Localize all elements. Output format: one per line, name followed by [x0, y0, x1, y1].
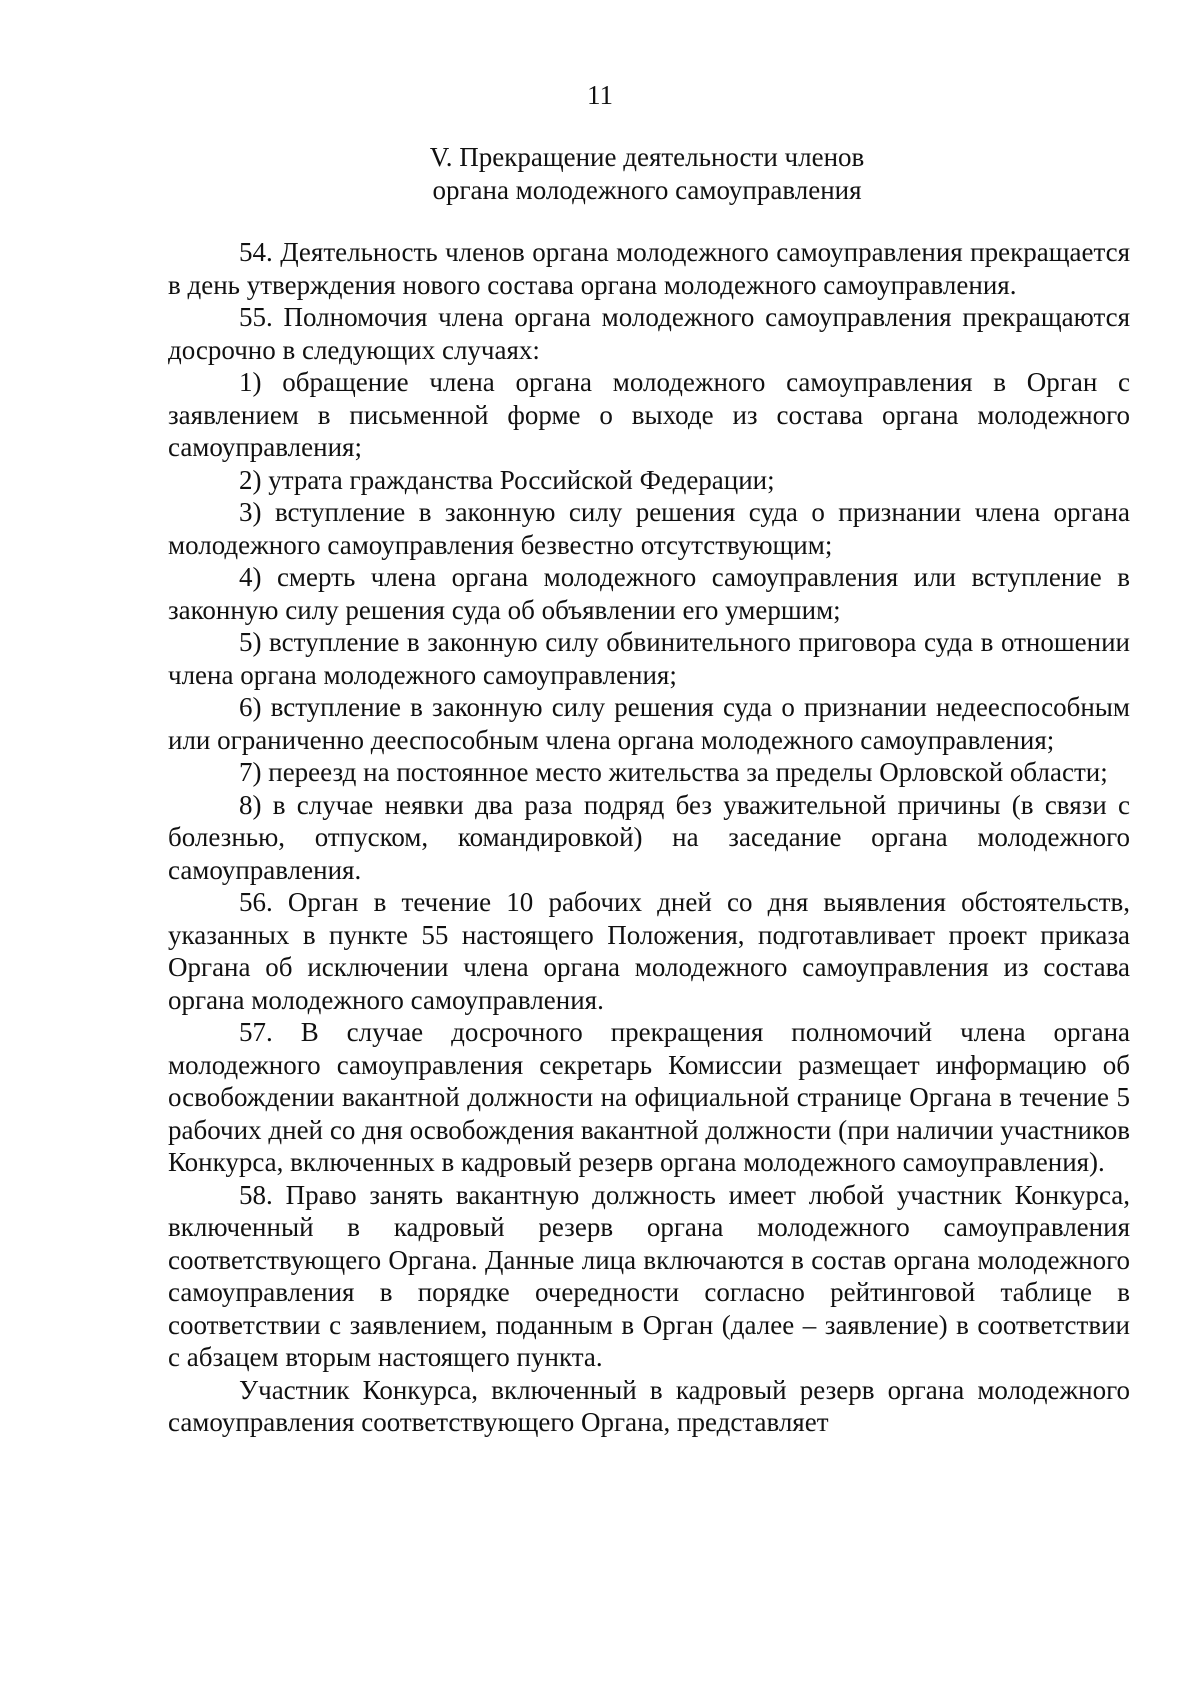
document-body: [168, 236, 1130, 1439]
list-item-2: 2) утрата гражданства Российской Федерации;: [239, 464, 775, 495]
list-item-6: 6) вступление в законную силу решения суда о признании недееспособным или ограниченно дееспособным члена органа молодежного самоуправления;: [168, 692, 1130, 755]
list-item-1: 1) обращение члена органа молодежного самоуправления в Орган с заявлением в письменной форме о выходе из состава органа молодежного самоуправления;: [168, 367, 1130, 462]
paragraph-58: 58. Право занять вакантную должность имеет любой участник Конкурса, включенный в кадровый резерв органа молодежного самоуправления соответствующего Органа. Данные лица включаются в состав органа молодежного самоуправления в порядке очередности согласно рейтинговой таблице в соответствии с заявлением, поданным в Орган (далее – заявление) в соответствии с абзацем вторым настоящего пункта.: [168, 1179, 1130, 1372]
paragraph-54: 54. Деятельность членов органа молодежного самоуправления прекращается в день утверждения нового состава органа молодежного самоуправления.: [168, 237, 1130, 300]
page-number: 11: [587, 80, 613, 110]
paragraph-57: 57. В случае досрочного прекращения полномочий члена органа молодежного самоуправления секретарь Комиссии размещает информацию об освобождении вакантной должности на официальной странице Органа в течение 5 рабочих дней со дня освобождения вакантной должности (при наличии участников Конкурса, включенных в кадровый резерв органа молодежного самоуправления).: [168, 1017, 1130, 1177]
list-item-5: 5) вступление в законную силу обвинительного приговора суда в отношении члена органа молодежного самоуправления;: [168, 627, 1130, 690]
section-title-line-2: органа молодежного самоуправления: [432, 175, 862, 205]
section-heading: [168, 141, 1126, 207]
paragraph-55: 55. Полномочия члена органа молодежного самоуправления прекращаются досрочно в следующих случаях:: [168, 302, 1130, 365]
list-item-7: 7) переезд на постоянное место жительства за пределы Орловской области;: [239, 757, 1108, 787]
list-item-8: 8) в случае неявки два раза подряд без уважительной причины (в связи с болезнью, отпуском, командировкой) на заседание органа молодежного самоуправления.: [168, 789, 1130, 885]
paragraph-56: 56. Орган в течение 10 рабочих дней со дня выявления обстоятельств, указанных в пункте 55 настоящего Положения, подготавливает проект приказа Органа об исключении члена органа молодежного самоуправления из состава органа молодежного самоуправления.: [168, 887, 1130, 1015]
section-title-line-1: V. Прекращение деятельности членов: [429, 142, 865, 172]
list-item-4: 4) смерть члена органа молодежного самоуправления или вступление в законную силу решения суда об объявлении его умершим;: [168, 562, 1130, 625]
paragraph-58-continuation: Участник Конкурса, включенный в кадровый резерв органа молодежного самоуправления соответствующего Органа, представляет: [168, 1374, 1130, 1437]
list-item-3: 3) вступление в законную силу решения суда о признании члена органа молодежного самоуправления безвестно отсутствующим;: [168, 497, 1130, 560]
